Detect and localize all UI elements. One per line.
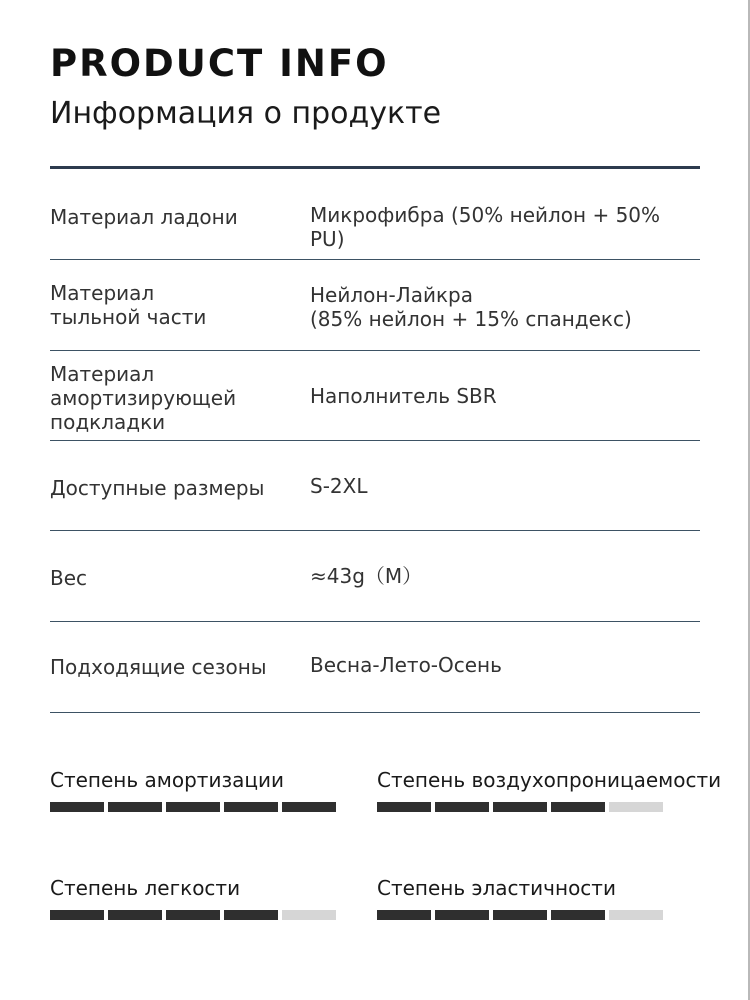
rating-segment-empty: [609, 802, 663, 812]
rating-breathability: [377, 768, 721, 812]
spec-row-seasons: [50, 622, 700, 713]
rating-segment-filled: [551, 802, 605, 812]
rating-segment-filled: [493, 802, 547, 812]
rating-segment-filled: [108, 802, 162, 812]
spec-value: Весна-Лето-Осень: [310, 653, 502, 677]
rating-segment-filled: [166, 910, 220, 920]
rating-segment-filled: [435, 802, 489, 812]
rating-bar: [377, 802, 721, 812]
rating-segment-filled: [377, 802, 431, 812]
rating-segment-filled: [551, 910, 605, 920]
rating-bar: [377, 910, 663, 920]
spec-row-sizes: [50, 441, 700, 531]
rating-segment-filled: [50, 910, 104, 920]
spec-label: Вес: [50, 566, 88, 590]
page-title-english: PRODUCT INFO: [50, 42, 389, 85]
rating-elasticity: [377, 876, 663, 920]
rating-segment-empty: [609, 910, 663, 920]
rating-label: Степень амортизации: [50, 768, 284, 792]
spec-label: Доступные размеры: [50, 476, 265, 500]
rating-cushioning: [50, 768, 336, 812]
spec-table: [50, 169, 700, 713]
rating-lightness: [50, 876, 336, 920]
rating-segment-filled: [166, 802, 220, 812]
rating-segment-filled: [224, 802, 278, 812]
spec-row-palm-material: [50, 169, 700, 260]
spec-row-weight: [50, 531, 700, 622]
rating-bar: [50, 802, 336, 812]
spec-label: Материал тыльной части: [50, 281, 207, 329]
spec-label: Материал ладони: [50, 205, 238, 229]
rating-segment-filled: [108, 910, 162, 920]
rating-segment-filled: [377, 910, 431, 920]
spec-value: Нейлон-Лайкра (85% нейлон + 15% спандекс): [310, 283, 632, 331]
spec-value: ≈43g（M）: [310, 564, 423, 588]
spec-value: Наполнитель SBR: [310, 384, 497, 408]
rating-bar: [50, 910, 336, 920]
spec-label: Материал амортизирующей подкладки: [50, 362, 237, 434]
rating-segment-filled: [435, 910, 489, 920]
rating-label: Степень легкости: [50, 876, 241, 900]
spec-value: S-2XL: [310, 474, 368, 498]
spec-label: Подходящие сезоны: [50, 655, 267, 679]
rating-segment-filled: [50, 802, 104, 812]
rating-segment-filled: [224, 910, 278, 920]
spec-row-padding-material: [50, 351, 700, 441]
page-title-russian: Информация о продукте: [50, 96, 442, 131]
spec-row-back-material: [50, 260, 700, 351]
spec-value: Микрофибра (50% нейлон + 50% PU): [310, 203, 661, 251]
rating-label: Степень эластичности: [377, 876, 616, 900]
rating-segment-filled: [493, 910, 547, 920]
rating-segment-empty: [282, 910, 336, 920]
rating-label: Степень воздухопроницаемости: [377, 768, 722, 792]
rating-segment-filled: [282, 802, 336, 812]
